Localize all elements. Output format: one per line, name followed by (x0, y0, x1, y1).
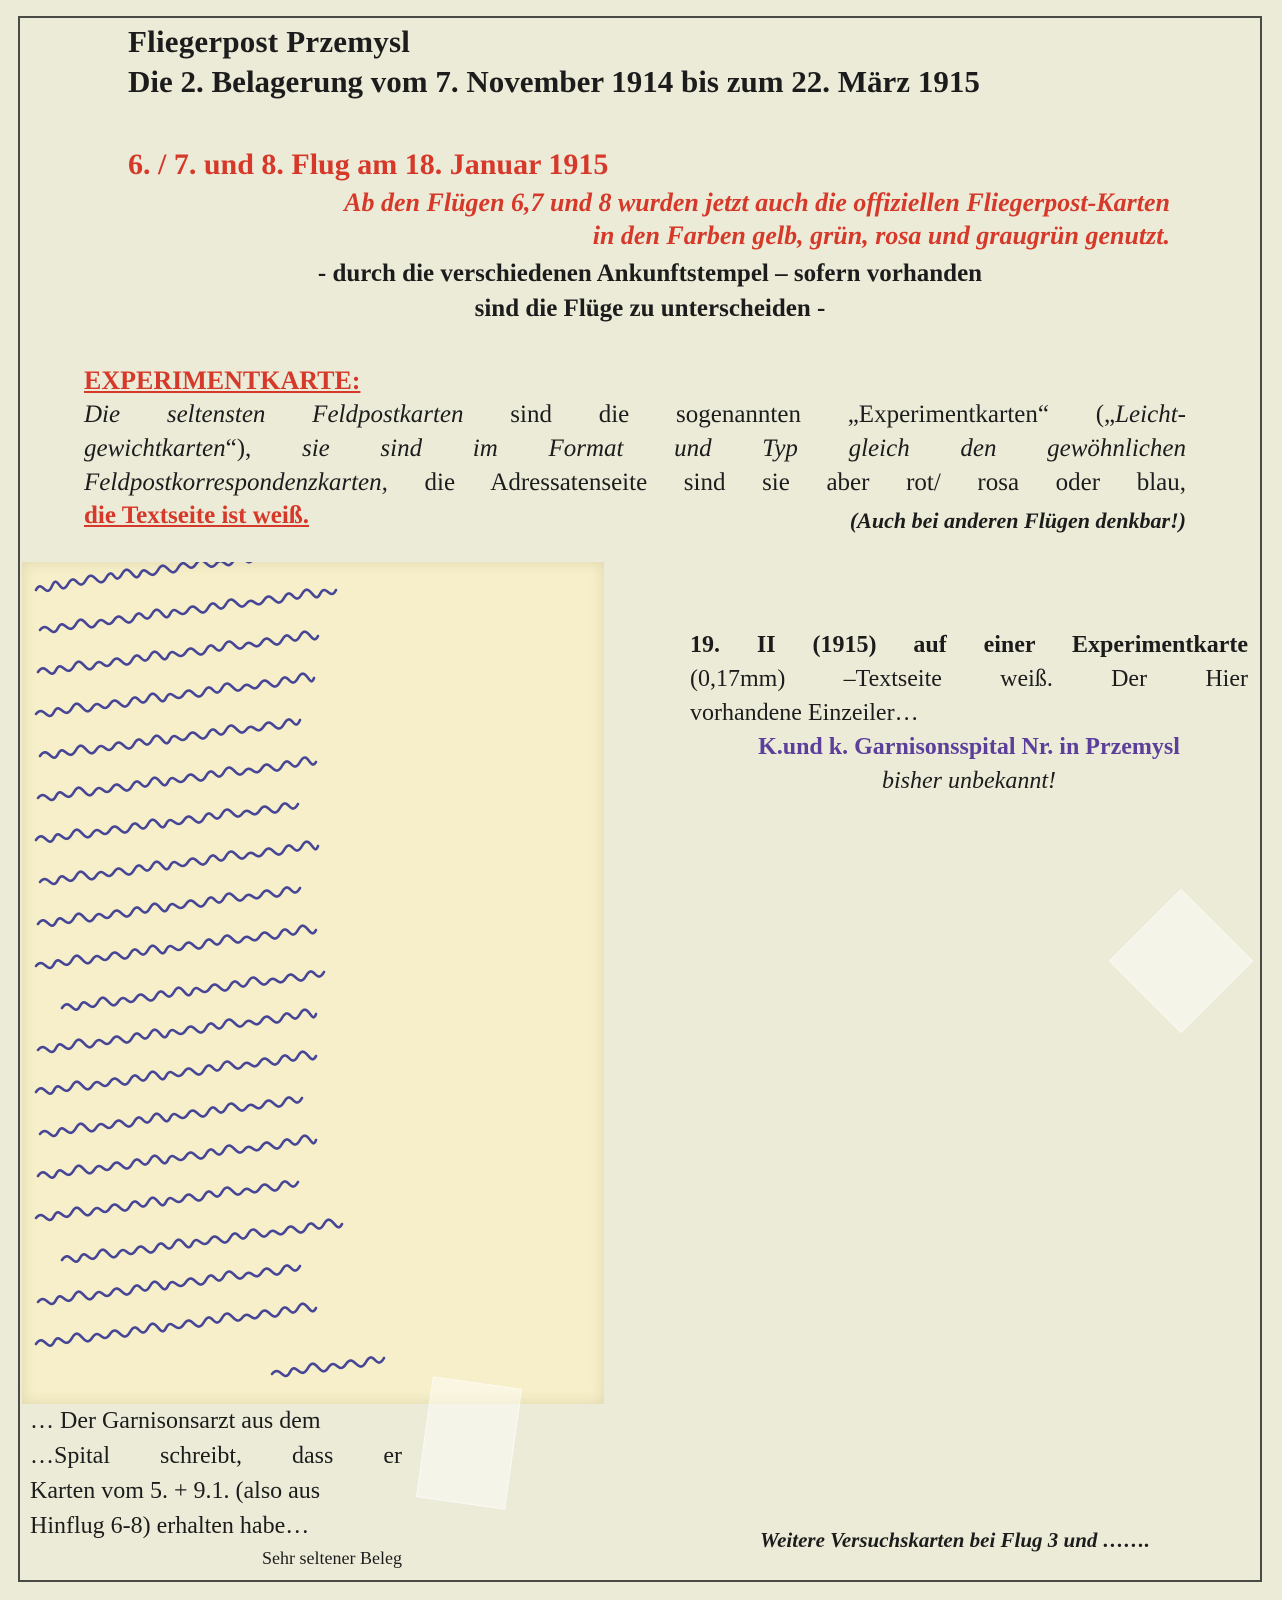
description-line2: (0,17mm) –Textseite weiß. Der Hier (690, 666, 1248, 692)
page-subtitle: Die 2. Belagerung vom 7. November 1914 bis zum 22. März 1915 (128, 64, 980, 99)
experiment-line4 (84, 502, 1186, 538)
flight-subnote (128, 256, 1172, 326)
caption-line3: Karten vom 5. + 9.1. (also aus (30, 1478, 321, 1504)
description-block (690, 628, 1248, 798)
flight-note-line2: in den Farben gelb, grün, rosa und graugrün genutzt. (592, 221, 1170, 250)
mount-hinge (416, 1376, 522, 1509)
description-hospital-line: K.und k. Garnisonsspital Nr. in Przemysl (758, 734, 1180, 760)
caption-line1: … Der Garnisonsarzt aus dem (30, 1408, 321, 1434)
description-line1: 19. II (1915) auf einer Experimentkarte (690, 632, 1248, 658)
experiment-line2: gewichtkarten“), sie sind im Format und Typ gleich den gewöhnlichen (84, 435, 1186, 462)
footer-note: Weitere Versuchskarten bei Flug 3 und ……. (760, 1528, 1150, 1552)
experiment-side-note: (Auch bei anderen Flügen denkbar!) (849, 508, 1186, 533)
description-line5: bisher unbekannt! (882, 768, 1056, 794)
flight-note (180, 186, 1170, 252)
caption-line2: …Spital schreibt, dass er (30, 1443, 402, 1469)
flight-heading: 6. / 7. und 8. Flug am 18. Januar 1915 (128, 148, 609, 181)
experiment-highlight: die Textseite ist weiß. (84, 502, 309, 529)
caption-small: Sehr seltener Beleg (262, 1548, 402, 1568)
experiment-title: EXPERIMENTKARTE: (84, 366, 361, 395)
description-line3: vorhandene Einzeiler… (690, 700, 919, 726)
caption-line4: Hinflug 6-8) erhalten habe… (30, 1513, 310, 1539)
flight-subnote-line2: sind die Flüge zu unterscheiden - (474, 295, 826, 322)
handwritten-card-image (22, 562, 604, 1404)
flight-subnote-line1: - durch die verschiedenen Ankunftstempel – sofern vorhanden (317, 260, 983, 287)
experiment-line1: Die seltensten Feldpostkarten sind die sogenannten „Experimentkarten“ („Leicht- (84, 401, 1186, 428)
page-title: Fliegerpost Przemysl (128, 24, 411, 59)
experiment-body (84, 398, 1186, 500)
handwriting-illustration (22, 562, 604, 1404)
flight-note-line1: Ab den Flügen 6,7 und 8 wurden jetzt auch die offiziellen Fliegerpost-Karten (344, 188, 1170, 217)
caption-block (30, 1404, 402, 1572)
experiment-line3: Feldpostkorrespondenzkarten, die Adressatenseite sind sie aber rot/ rosa oder blau, (84, 469, 1186, 496)
